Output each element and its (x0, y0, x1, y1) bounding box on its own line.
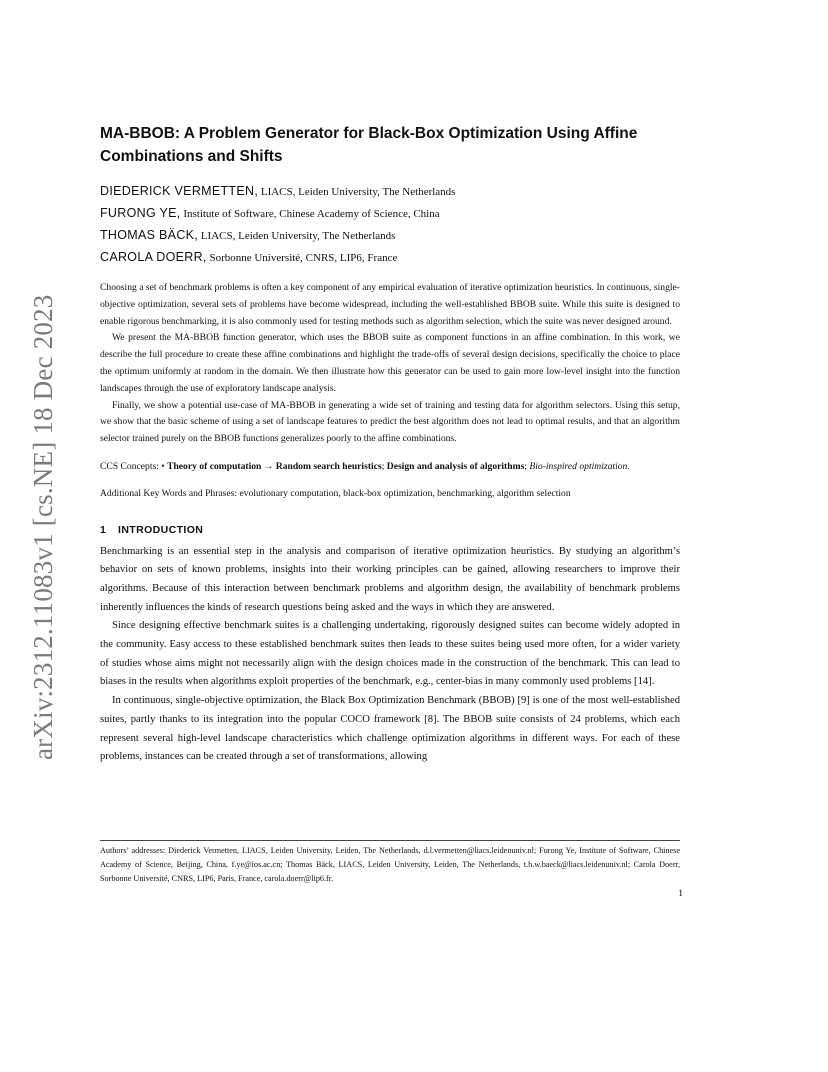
section-number: 1 (100, 523, 107, 536)
body-paragraph: Benchmarking is an essential step in the analysis and comparison of iterative optimization heuristics. By studying an algorithm’s behavior on sets of known problems, insights into their working principles can be gained, allowing researchers to improve their algorithms. Because of this interaction between benchmark problems and algorithm design, the availability of benchmark problems inherently influences the kinds of research questions being asked and the ways in which they are answered. (100, 545, 680, 613)
ccs-concepts (100, 459, 680, 476)
author-affiliation: LIACS, Leiden University, The Netherlands (258, 186, 456, 198)
author-line (100, 180, 680, 202)
paper-title: MA-BBOB: A Problem Generator for Black-Box Optimization Using Affine Combinations and Shifts (100, 125, 638, 165)
section-title: INTRODUCTION (118, 523, 204, 536)
author-name: FURONG YE, (100, 206, 181, 220)
ccs-prefix: CCS Concepts: • (100, 460, 168, 472)
section-heading (100, 523, 680, 537)
author-affiliation: Institute of Software, Chinese Academy of Science, China (180, 208, 440, 220)
page-number: 1 (678, 889, 683, 899)
abstract (100, 280, 680, 448)
author-name: CAROLA DOERR, (100, 250, 207, 264)
body-paragraph: Since designing effective benchmark suites is a challenging undertaking, rigorously designed suites can become widely adopted in the community. Easy access to these established benchmark suites then leads to these suites being used more often, for a wider variety of studies whose aims might not necessarily align with the design choices made in the construction of the benchmark. This can lead to biases in the results when algorithms exploit properties of the benchmark, e.g., center-bias in many commonly used problems [14]. (100, 620, 680, 688)
ccs-end: . (627, 460, 630, 472)
author-affiliation: LIACS, Leiden University, The Netherlands (198, 230, 396, 242)
author-name: THOMAS BÄCK, (100, 228, 199, 242)
authors-addresses-footnote: Authors’ addresses: Diederick Vermetten, LIACS, Leiden University, Leiden, The Netherlands, d.l.vermetten@liacs.leidenuniv.nl; Furong Ye, Institute of Software, Chinese Academy of Science, Beijing, China, f.ye@ios.ac.cn; Thomas Bäck, LIACS, Leiden University, Leiden, The Netherlands, t.h.w.baeck@liacs.leidenuniv.nl; Carola Doerr, Sorbonne Université, CNRS, LIP6, Paris, France, carola.doerr@lip6.fr. (100, 846, 680, 884)
ccs-concept-bio: Bio-inspired optimization (529, 460, 628, 472)
main-content (100, 122, 680, 767)
abstract-paragraph: We present the MA-BBOB function generator, which uses the BBOB suite as component functions in an affine combination. In this work, we describe the full procedure to create these affine combinations and highlight the trade-offs of several design decisions, specifically the choice to place the optimum uniformly at random in the domain. We then illustrate how this generator can be used to gain more low-level insight into the function landscapes through the use of exploratory landscape analysis. (100, 332, 680, 394)
body-paragraph: In continuous, single-objective optimization, the Black Box Optimization Benchmark (BBOB) [9] is one of the most well-established suites, partly thanks to its integration into the popular COCO framework [8]. The BBOB suite consists of 24 problems, which each represent several high-level landscape characteristics which challenge optimization algorithms in different ways. For each of these problems, instances can be created through a set of transformations, allowing (100, 695, 680, 763)
ccs-concept-design: Design and analysis of algorithms (386, 460, 525, 472)
abstract-paragraph: Finally, we show a potential use-case of MA-BBOB in generating a wide set of training and testing data for algorithm selectors. Using this setup, we show that the basic scheme of using a set of landscape features to predict the best algorithm does not lead to optimal results, and that an algorithm selector trained purely on the BBOB functions generalizes poorly to the affine combinations. (100, 399, 680, 445)
author-line (100, 224, 680, 246)
author-line (100, 202, 680, 224)
author-affiliation: Sorbonne Université, CNRS, LIP6, France (206, 252, 398, 264)
ccs-concept-theory: Theory of computation → Random search heuristics (167, 460, 382, 472)
body-text (100, 543, 680, 767)
arxiv-identifier-stamp: arXiv:2312.11083v1 [cs.NE] 18 Dec 2023 (28, 294, 58, 760)
author-list (100, 180, 680, 268)
author-name: DIEDERICK VERMETTEN, (100, 184, 259, 198)
ccs-separator: ; (524, 460, 530, 472)
ccs-separator: ; (381, 460, 387, 472)
keywords: Additional Key Words and Phrases: evolutionary computation, black-box optimization, benchmarking, algorithm selection (100, 487, 571, 499)
footnote-divider (100, 840, 680, 841)
abstract-paragraph: Choosing a set of benchmark problems is often a key component of any empirical evaluation of iterative optimization heuristics. In continuous, single-objective optimization, several sets of problems have become widespread, including the well-established BBOB suite. While this suite is designed to enable rigorous benchmarking, it is also commonly used for testing methods such as algorithm selection, which the suite was never designed around. (100, 282, 680, 327)
author-line (100, 246, 680, 268)
